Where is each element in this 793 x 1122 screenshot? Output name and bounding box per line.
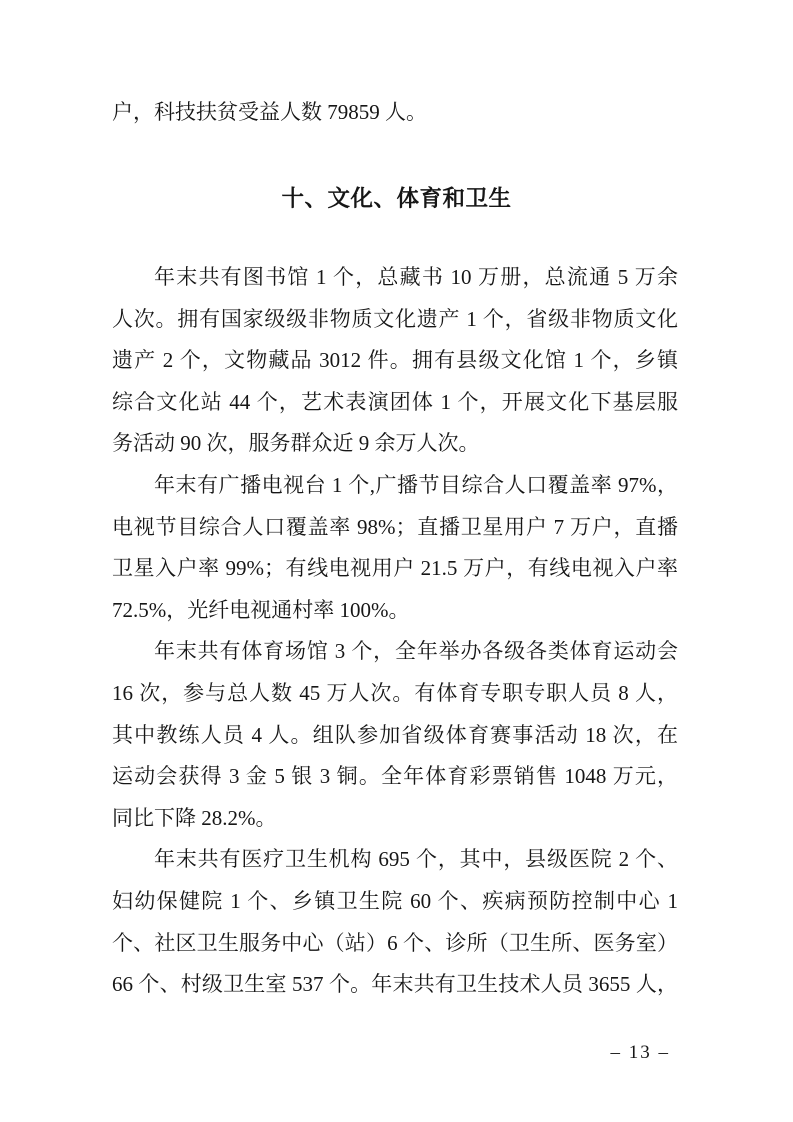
paragraph-line: 年末共有体育场馆 3 个，全年举办各级各类体育运动会 (154, 639, 678, 664)
paragraph-line: 年末共有图书馆 1 个，总藏书 10 万册，总流通 5 万余 (154, 265, 678, 289)
paragraph-line: 其中教练人员 4 人。组队参加省级体育赛事活动 18 次，在 (112, 722, 678, 747)
paragraph-line: 66 个、村级卫生室 537 个。年末共有卫生技术人员 3655 人， (112, 972, 678, 997)
paragraph-line: 电视节目综合人口覆盖率 98%；直播卫星用户 7 万户，直播 (112, 514, 678, 539)
paragraph-line: 年末有广播电视台 1 个,广播节目综合人口覆盖率 97%， (154, 472, 678, 497)
paragraph-line: 综合文化站 44 个，艺术表演团体 1 个，开展文化下基层服 (112, 389, 678, 414)
paragraph-line: 年末共有医疗卫生机构 695 个，其中，县级医院 2 个、 (154, 847, 678, 872)
paragraph-line: 务活动 90 次，服务群众近 9 余万人次。 (112, 431, 480, 456)
paragraph-line: 个、社区卫生服务中心（站）6 个、诊所（卫生所、医务室） (112, 930, 678, 955)
paragraph-line: 人次。拥有国家级级非物质文化遗产 1 个，省级非物质文化 (112, 306, 678, 331)
paragraph-line: 72.5%，光纤电视通村率 100%。 (112, 597, 410, 622)
paragraph-line: 同比下降 28.2%。 (112, 805, 277, 830)
paragraph-line: 运动会获得 3 金 5 银 3 铜。全年体育彩票销售 1048 万元， (112, 764, 678, 789)
section-heading: 十、文化、体育和卫生 (281, 186, 512, 211)
page-number: – 13 – (610, 1042, 670, 1063)
paragraph-line: 16 次，参与总人数 45 万人次。有体育专职专职人员 8 人， (112, 680, 678, 705)
paragraphs-container (112, 257, 678, 1006)
paragraph-line: 妇幼保健院 1 个、乡镇卫生院 60 个、疾病预防控制中心 1 (112, 888, 678, 913)
paragraph-line: 卫星入户率 99%；有线电视用户 21.5 万户，有线电视入户率 (112, 556, 678, 581)
continuation-paragraph-line: 户，科技扶贫受益人数 79859 人。 (112, 100, 427, 124)
paragraph-line: 遗产 2 个，文物藏品 3012 件。拥有县级文化馆 1 个，乡镇 (112, 348, 678, 373)
